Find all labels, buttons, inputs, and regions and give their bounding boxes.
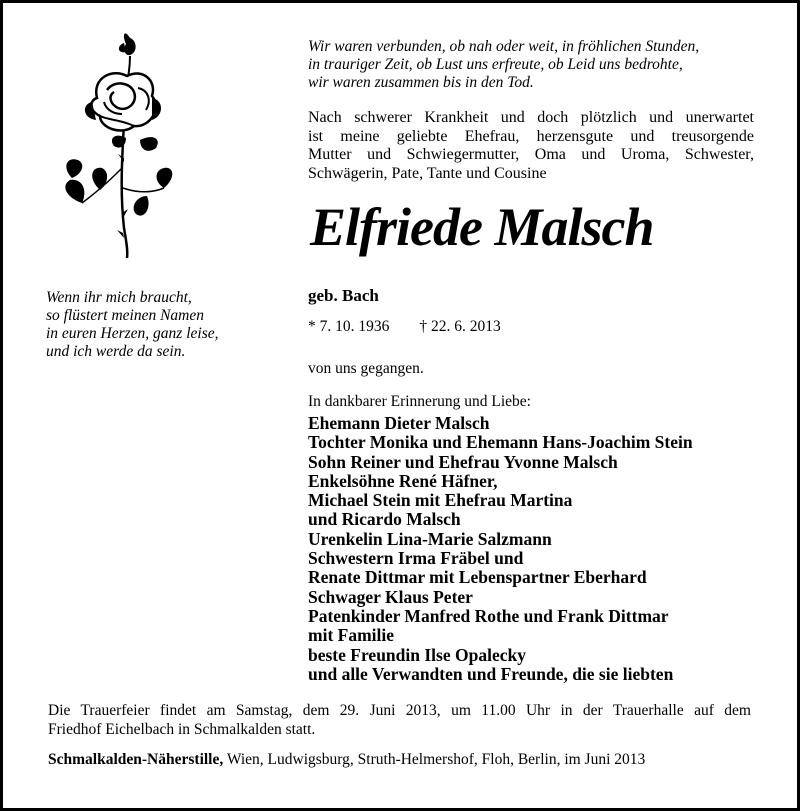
places-rest: Wien, Ludwigsburg, Struth-Helmershof, Floh, Berlin, im Juni 2013	[223, 751, 646, 768]
mourner-line: Schwager Klaus Peter	[308, 586, 473, 607]
poem-top-line: Wir waren verbunden, ob nah oder weit, in fröhlichen Stunden,	[308, 38, 700, 55]
funeral-info	[48, 702, 751, 739]
poem-top	[308, 38, 699, 92]
places-line	[48, 751, 645, 769]
mourner-line: beste Freundin Ilse Opalecky	[308, 644, 526, 665]
mourner-line: Schwestern Irma Fräbel und	[308, 548, 524, 569]
poem-left	[46, 289, 218, 361]
rose-icon	[52, 28, 182, 258]
mourner-line: und Ricardo Malsch	[308, 509, 461, 530]
mourners-list	[308, 414, 693, 684]
intro-line: Schwägerin, Pate, Tante und Cousine	[308, 164, 547, 182]
maiden-name: geb. Bach	[308, 286, 379, 305]
memory-line: In dankbarer Erinnerung und Liebe:	[308, 393, 531, 410]
places-primary: Schmalkalden-Näherstille,	[48, 751, 224, 768]
intro-text	[308, 109, 754, 183]
death-date: † 22. 6. 2013	[419, 318, 501, 335]
intro-line: ist meine geliebte Ehefrau, herzensgute und treusorgende	[308, 127, 754, 145]
mourner-line: mit Familie	[308, 625, 395, 646]
poem-left-line: so flüstert meinen Namen	[46, 307, 204, 324]
deceased-name: Elfriede Malsch	[310, 197, 654, 257]
mourner-line: Sohn Reiner und Ehefrau Yvonne Malsch	[308, 451, 618, 472]
intro-line: Nach schwerer Krankheit und doch plötzlich und unerwartet	[308, 109, 754, 126]
funeral-line: Friedhof Eichelbach in Schmalkalden statt.	[48, 720, 316, 738]
mourner-line: Enkelsöhne René Häfner,	[308, 470, 498, 491]
gone-line: von uns gegangen.	[308, 360, 424, 377]
poem-left-line: in euren Herzen, ganz leise,	[46, 325, 219, 342]
funeral-line: Die Trauerfeier findet am Samstag, dem 29. Juni 2013, um 11.00 Uhr in der Trauerhalle auf dem	[48, 702, 751, 719]
mourner-line: Renate Dittmar mit Lebenspartner Eberhard	[308, 567, 647, 588]
mourner-line: Michael Stein mit Ehefrau Martina	[308, 490, 573, 511]
poem-top-line: in trauriger Zeit, ob Lust uns erfreute, ob Leid uns bedrohte,	[308, 56, 683, 73]
mourner-line: Ehemann Dieter Malsch	[308, 413, 490, 433]
mourner-line: Urenkelin Lina-Marie Salzmann	[308, 528, 552, 549]
intro-line: Mutter und Schwiegermutter, Oma und Uroma, Schwester,	[308, 146, 754, 163]
mourner-line: Tochter Monika und Ehemann Hans-Joachim Stein	[308, 432, 693, 453]
life-dates	[308, 318, 501, 336]
poem-left-line: und ich werde da sein.	[46, 343, 186, 360]
mourner-line: und alle Verwandten und Freunde, die sie liebten	[308, 663, 674, 684]
poem-top-line: wir waren zusammen bis in den Tod.	[308, 74, 534, 91]
mourner-line: Patenkinder Manfred Rothe und Frank Dittmar	[308, 605, 669, 626]
poem-left-line: Wenn ihr mich braucht,	[46, 289, 192, 306]
birth-date: * 7. 10. 1936	[308, 318, 390, 335]
